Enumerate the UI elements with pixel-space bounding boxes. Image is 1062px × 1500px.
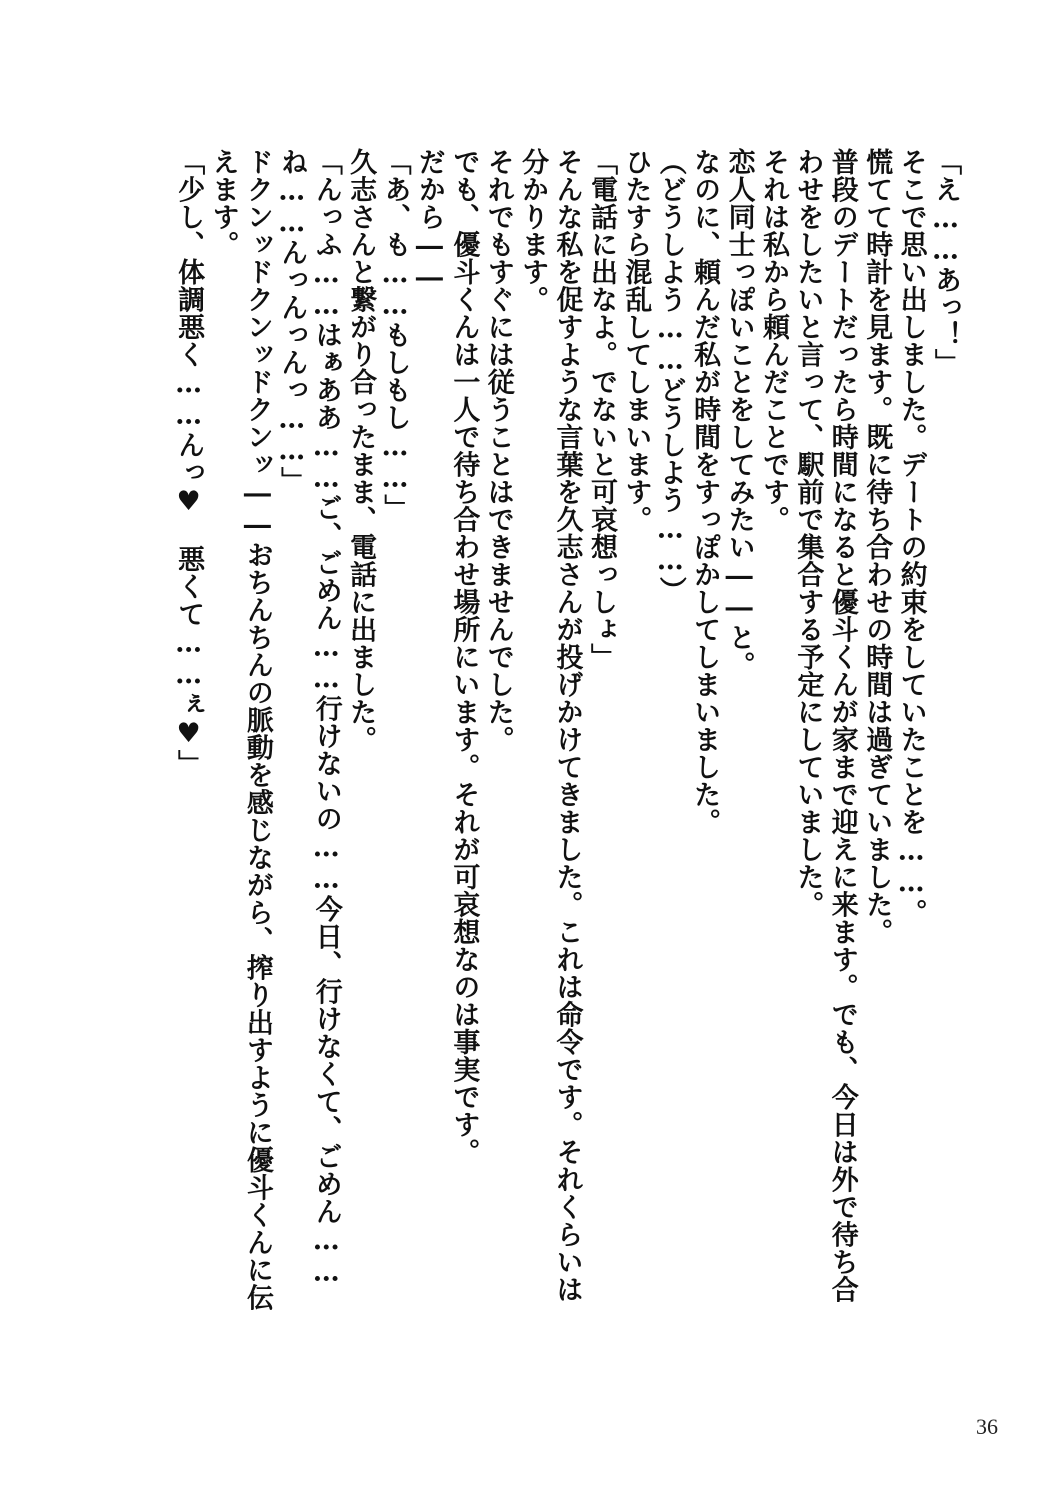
- text-line: 慌てて時計を見ます。既に待ち合わせの時間は過ぎていました。: [861, 148, 893, 946]
- text-line: そこで思い出しました。デートの約束をしていたことを……。: [895, 148, 927, 926]
- text-line: 「あ、も……もしもし……」: [379, 148, 411, 522]
- text-line: そんな私を促すような言葉を久志さんが投げかけてきました。これは命令です。それくらいは分かります。: [517, 148, 583, 1303]
- page-number: 36: [976, 1414, 998, 1439]
- text-line: 恋人同士っぽいことをしてみたい――と。: [723, 148, 755, 679]
- text-line: だから――: [413, 148, 445, 294]
- text-line: 「少し、体調悪く……んっ♥ 悪くて……ぇ♥」: [173, 148, 205, 777]
- text-line: 久志さんと繋がり合ったまま、電話に出ました。: [345, 148, 377, 753]
- text-line: 「んっふ……はぁああ……ご、ごめん……行けないの……今日、行けなくて、ごめん……ね……んっんっんっ……」: [276, 148, 342, 1288]
- text-line: （どうしよう……どうしよう……）: [654, 148, 686, 604]
- text-line: それでもすぐには従うことはできませんでした。: [482, 148, 514, 753]
- vertical-text-body: [82, 148, 962, 1328]
- text-line: 普段のデートだったら時間になると優斗くんが家まで迎えに来ます。でも、今日は外で待ち合わせをしたいと言って、駅前で集合する予定にしていました。: [792, 148, 858, 1303]
- text-line: 「え……あっ！」: [930, 148, 961, 376]
- text-line: でも、優斗くんは一人で待ち合わせ場所にいます。それが可哀想なのは事実です。: [448, 148, 480, 1166]
- text-line: 「電話に出なよ。でないと可哀想っしょ」: [585, 148, 617, 671]
- text-line: ドクンッドクンッドクンッ――おちんちんの脈動を感じながら、搾り出すように優斗くんに伝えます。: [207, 148, 273, 1311]
- text-line: それは私から頼んだことです。: [757, 148, 789, 533]
- text-line: ひたすら混乱してしまいます。: [620, 148, 652, 533]
- text-line: なのに、頼んだ私が時間をすっぽかしてしまいました。: [689, 148, 721, 836]
